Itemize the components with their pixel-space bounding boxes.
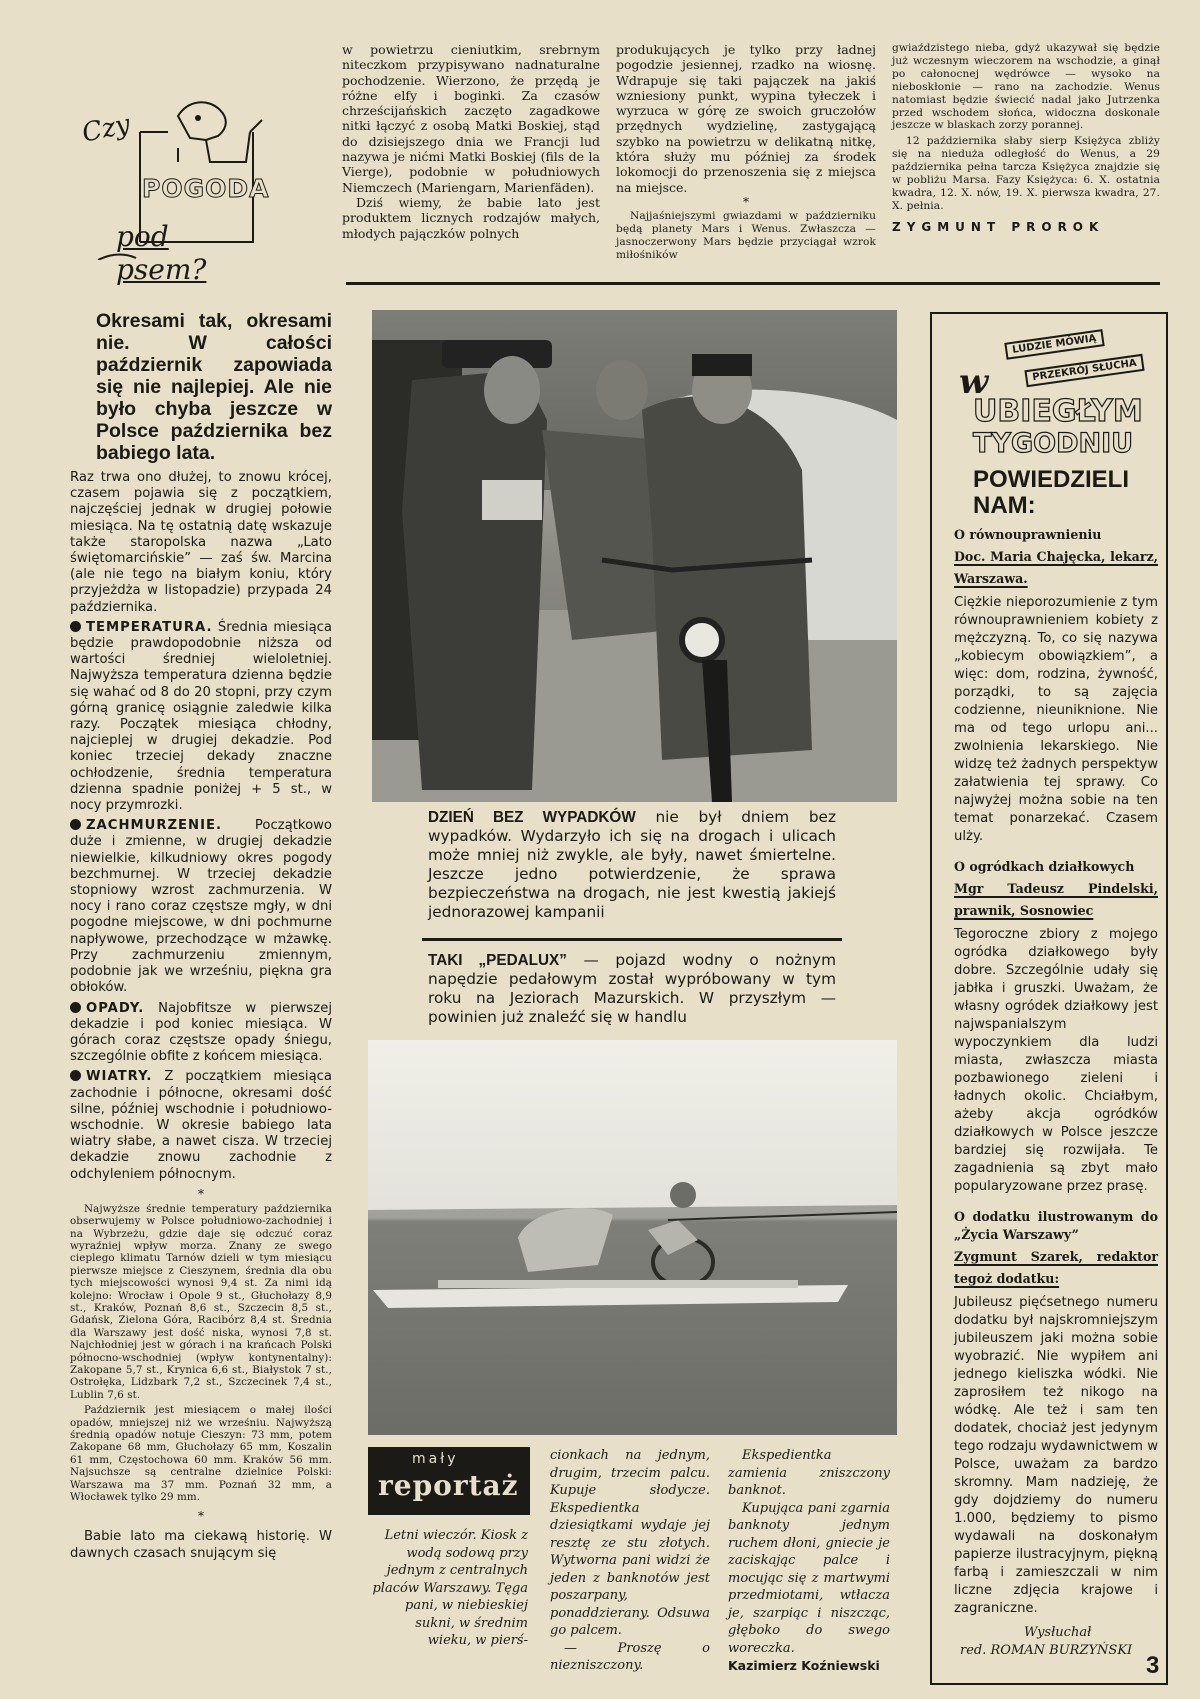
photo-pedalux — [368, 1040, 897, 1435]
sidebar-title-3: POWIEDZIELI — [973, 466, 1129, 493]
sidebar-title-2: TYGODNIU — [973, 428, 1134, 459]
sidebar-w: w — [959, 362, 989, 402]
entry-text: Tegoroczne zbiory z mojego ogródka działkowego były dobre. Szczególnie udały się jabłka i gruszki. Uważam, że własny ogródek działkowy jest najwspanialszym wypoczynkiem dla ludzi miasta, zwłaszcza miasta pozbawionego zieleni i ładnych okolic. Chciałbym, ażeby akcja ogródków działkowych w Polsce jeszcze bardziej się rozwijała. Te zagadnienia są zbyt mało popularyzowane przez prasę. — [954, 927, 1158, 1194]
caption-road-safety-body: nie był dniem bez wypadków. Wydarzyło ich się na drogach i ulicach może mniej niż zwykle, ale były, nawet śmiertelne. Jeszcze jedno potwierdzenie, że sprawa bezpieczeństwa na drogach, nie jest kwestią jakiejś jednorazowej kampanii — [428, 808, 836, 921]
entry-topic: O równouprawnieniu — [954, 527, 1102, 542]
reportaz-author: Kazimierz Koźniewski — [728, 1658, 880, 1673]
pogoda-logo-bottom: pod psem? — [116, 220, 207, 286]
entry-2 — [954, 858, 1158, 1196]
temperature-section: TEMPERATURA. Średnia miesiąca będzie prawdopodobnie niższa od wartości średniej wieloletniej. Najwyższa temperatura dzienna będzie się wahać od 8 do 20 stopni, przy czym górną granicę osiągnie zaledwie kilka razy. Początek miesiąca chłodny, najcieplej w drugiej dekadzie. Pod koniec trzeciej dekady znaczne ochłodzenie, średnia temperatura dzienna spadnie poniżej + 5 st., w nocy przymrozki. — [70, 619, 332, 814]
separator-star: * — [198, 1509, 204, 1524]
reportaz-label: reportaż — [378, 1469, 519, 1502]
closing-paragraph: Babie lato ma ciekawą historię. W dawnych czasach snującym się — [70, 1529, 332, 1561]
top-column-3 — [616, 42, 876, 262]
entry-text: Jubileusz pięćsetnego numeru dodatku był najskromniejszym jubileuszem jaki można sobie wyobrazić. Nie wypiłem ani jednego kieliszka wódki. Nie zaprosiłem też nikogo na wódkę. Ale też i sam ten dodatek, chociaż jest jedynym tego rodzaju wydawnictwem w Polsce, uważam za bardzo skromny. Mam nadzieję, że gdy dojdziemy do numeru 1.000, będziemy to pismo wydawali na doskonałym papierze ilustracyjnym, piękną farbą i zamieszczali w nim liczne zdjęcia krajowe i zagraniczne. — [954, 1295, 1158, 1616]
reportaz-col3: Ekspedientka zamienia zniszczony banknot. Kupująca pani zgarnia banknoty jednym ruchem dłoni, gniecie je zaciskając palce i mocując się z martwymi przedmiotami, wtłacza je, szarpiąc i niszcząc, głęboko do swego woreczka. Kazimierz Koźniewski — [728, 1448, 890, 1673]
entry-3 — [954, 1208, 1158, 1618]
temperature-stats: Najwyższe średnie temperatury października obserwujemy w Polsce południowo-zachodniej i na Wybrzeżu, gdzie daje się odczuć coraz wyraźniej wpływ morza. Znany ze swego cieplego klimatu Tarnów dzieli w tym miesiącu pierwsze miejsce z Cieszynem, średnia dla obu tych miejscowości wynosi 9,4 st. Za nimi idą kolejno: Wrocław i Opole 9 st., Głuchołazy 8,9 st., Kraków, Poznań 8,6 st., Szczecin 8,5 st., Gdańsk, Zielona Góra, Racibórz 8,4 st. Średnia dla Warszawy jest dość niska, wynosi 7,8 st. Najchłodniej jest w górach i na krańcach Polski północno-wschodniej (wpływ kontynentalny): Zakopane 5,7 st., Krynica 6,6 st., Białystok 7 st., Ostrołęka, Lidzbark 7,2 st., Szczecinek 7,4 st., Lublin 7,6 st. Październik jest miesiącem o małej ilości opadów, mniejszej niż we wrześniu. Najwyższą średnią opadów notuje Cieszyn: 73 mm, potem Zakopane 68 mm, Głuchołazy 65 mm, Koszalin 61 mm, Częstochowa 60 mm. Kraków 56 mm. Najsuchsze są centralne dzielnice Polski: Warszawa ma 37 mm. Poznań 32 mm, a Włocławek tylko 29 mm. — [70, 1202, 332, 1504]
page-number: 3 — [1146, 1652, 1160, 1679]
top-column-2 — [342, 42, 600, 241]
babie-lato-spiders: Dziś wiemy, że babie lato jest produktem licznych rodzajów małych, młodych pajączków polnych — [342, 194, 600, 241]
photo-road-check-image — [372, 310, 897, 802]
left-column — [70, 310, 332, 1566]
wind-section: WIATRY. Z początkiem miesiąca zachodnie i północne, okresami dość silne, później wschodnie i południowo-wschodnie. W okresie babiego lata wiatry słabe, a nawet cisza. W trzeciej dekadzie znowu zachodnie z odchyleniem północnym. — [70, 1069, 332, 1182]
rain-section: OPADY. Najobfitsze w pierwszej dekadzie i pod koniec miesiąca. W górach coraz częstsze opady śniegu, szczególnie obfite z końcem miesiąca. — [70, 1000, 332, 1065]
bullet-icon — [70, 819, 81, 830]
maly-label: mały — [412, 1451, 459, 1467]
caption-pedalux-body: — pojazd wodny o nożnym napędzie pedałowym został wypróbowany w tym roku na Jeziorach Mazurskich. W przyszłym — powinien już znaleźć się w handlu — [428, 951, 836, 1026]
intro-paragraph: Raz trwa ono dłużej, to znowu krócej, czasem pojawia się z początkiem, najczęściej jednak w drugiej połowie miesiąca. Na tę ostatnią datę wskazuje także staropolska nazwa „Lato świętomarcińskie” — zaś św. Marcina (ale nie tego na białym koniu, który przyjeżdża w listopadzie) przypada 24 października. — [70, 470, 332, 615]
caption-road-safety-head: DZIEŃ BEZ WYPADKÓW — [428, 809, 636, 826]
entry-topic: O ogródkach działkowych — [954, 859, 1135, 874]
planets-intro: Najjaśniejszymi gwiazdami w październiku będą planety Mars i Wenus. Zwłaszcza — jasnoczerwony Mars będzie przyciągał wzrok miłośników — [616, 210, 876, 261]
entry-text: Ciężkie nieporozumienie z tym równouprawnieniem kobiety z mężczyzną. To, co się nazywa „kobiecym obowiązkiem”, a więc: dom, rodzina, żywność, porządki, to są zajęcia codzienne, nieuniknione. Nie ma od tego urlopu ani... zwolnienia lekarskiego. Nie widzę też żadnych perspektyw załatwienia tej sprawy. Co najwyżej można sobie na ten temat ponarzekać. Czasem ulży. — [954, 595, 1158, 844]
photo-road-check — [372, 310, 897, 802]
maly-reportaz-logo — [368, 1447, 530, 1515]
sidebar-header — [945, 330, 1160, 519]
stamp-przekroj-slucha: PRZEKRÓJ SŁUCHA — [1024, 354, 1144, 387]
entry-person: Mgr Tadeusz Pindelski, prawnik, Sosnowiec — [954, 881, 1158, 918]
cloud-section: ZACHMURZENIE. Początkowo duże i zmienne, w drugiej dekadzie niewielkie, kilkudniowy okres pogody bezchmurnej. W trzeciej dekadzie stopniowy wzrost zachmurzenia. W nocy i rano coraz częstsze mgły, w dni pogodne miejscowe, w dni pochmurne napływowe, przechodzące w mżawkę. Przy zachmurzeniu zmiennym, podobnie jak we wrześniu, piękna gra obłoków. — [70, 818, 332, 996]
bullet-icon — [70, 621, 81, 632]
moon-phases: 12 października słaby sierp Księżyca zbliży się na nieduża odległość do Wenus, a 29 października pełna tarcza Księżyca znajdzie się w pobliżu Marsa. Fazy Księżyca: 6. X. ostatnia kwadra, 12. X. nów, 19. X. pierwsza kwadra, 27. X. pełnia. — [892, 135, 1160, 212]
photo-pedalux-image — [368, 1040, 897, 1435]
pogoda-logo-main: POGODA — [142, 174, 270, 203]
middle-divider — [422, 938, 842, 941]
separator-star: * — [198, 1186, 204, 1201]
separator-star: * — [743, 194, 749, 209]
caption-pedalux — [428, 951, 836, 1027]
entry-1 — [954, 526, 1158, 846]
top-divider — [346, 282, 1160, 285]
pogoda-logo-top: Czy — [79, 109, 133, 149]
sidebar-title-4: NAM: — [973, 492, 1036, 519]
bullet-icon — [70, 1070, 81, 1081]
babie-lato-history: w powietrzu cieniutkim, srebrnym niteczkom przypisywano nadnaturalne pochodzenie. Wierzono, że przędą je różne elfy i boginki. Za czasów chrześcijańskich zaczęto zagadkowe nitki łączyć z osobą Matki Boskiej, stąd do dzisiejszego dnia we Francji lud nazywa je nićmi Matki Boskiej (fils de la Vierge), podobnie w południowych Niemczech (Mariengarn, Marienfäden). — [342, 42, 600, 195]
spider-description: produkujących je tylko przy ładnej pogodzie jesiennej, rzadko na wiosnę. Wdrapuje się taki pajączek na jakiś wzniesiony punkt, wypina tyłeczek i wyrzuca w górę ze swoich gruczołów przędnych wydzielinę, zastygającą szybko na powietrzu w delikatną nitkę, która służy mu później za środek lokomocji do przenoszenia się z miejsca na miejsce. — [616, 42, 876, 195]
sidebar-title-1: UBIEGŁYM — [973, 394, 1143, 429]
top-column-4 — [892, 42, 1160, 234]
sidebar-credit: Wysłuchał red. ROMAN BURZYŃSKI — [960, 1625, 1133, 1658]
sidebar-entries — [954, 526, 1158, 1660]
stamp-ludzie-mowia: LUDZIE MÓWIĄ — [1004, 329, 1104, 360]
planets-continued: gwiaździstego nieba, gdyż ukazywał się będzie już wczesnym wieczorem na wschodzie, a ginął po całonocnej wędrówce — wysoko na nieboskłonie — rano na zachodzie. Wenus natomiast będzie świecić nadal jako Jutrzenka przed wschodem słońca, widoczna doskonale jeszcze w blaskach zorzy porannej. — [892, 42, 1160, 132]
author-signature: ZYGMUNT PROROK — [892, 219, 1105, 234]
lead-paragraph: Okresami tak, okresami nie. W całości październik zapowiada się nie najlepiej. Ale nie było chyba jeszcze w Polsce października bez babiego lata. — [96, 310, 332, 464]
caption-pedalux-head: TAKI „PEDALUX” — [428, 952, 567, 969]
reportaz-col1: Letni wieczór. Kiosk z wodą sodową przy jednym z centralnych placów Warszawy. Tęga pani, w niebieskiej sukni, w średnim wieku, w pierś- — [372, 1528, 528, 1648]
entry-topic: O dodatku ilustrowanym do „Życia Warszawy” — [954, 1209, 1158, 1242]
entry-person: Zygmunt Szarek, redaktor tegoż dodatku: — [954, 1249, 1158, 1286]
bullet-icon — [70, 1002, 81, 1013]
pogoda-logo — [78, 92, 270, 286]
reportaz-col2: cionkach na jednym, drugim, trzecim palcu. Kupuje słodycze. Ekspedientka dziesiątkami wydaje jej resztę ze stu złotych. Wytworna pani widzi że jeden z banknotów jest poszarpany, ponaddzierany. Odsuwa go palcem. — Proszę o niezniszczony. — [550, 1448, 710, 1673]
entry-person: Doc. Maria Chajęcka, lekarz, Warszawa. — [954, 549, 1158, 586]
weather-forecast — [70, 470, 332, 1183]
caption-road-safety — [428, 808, 836, 922]
